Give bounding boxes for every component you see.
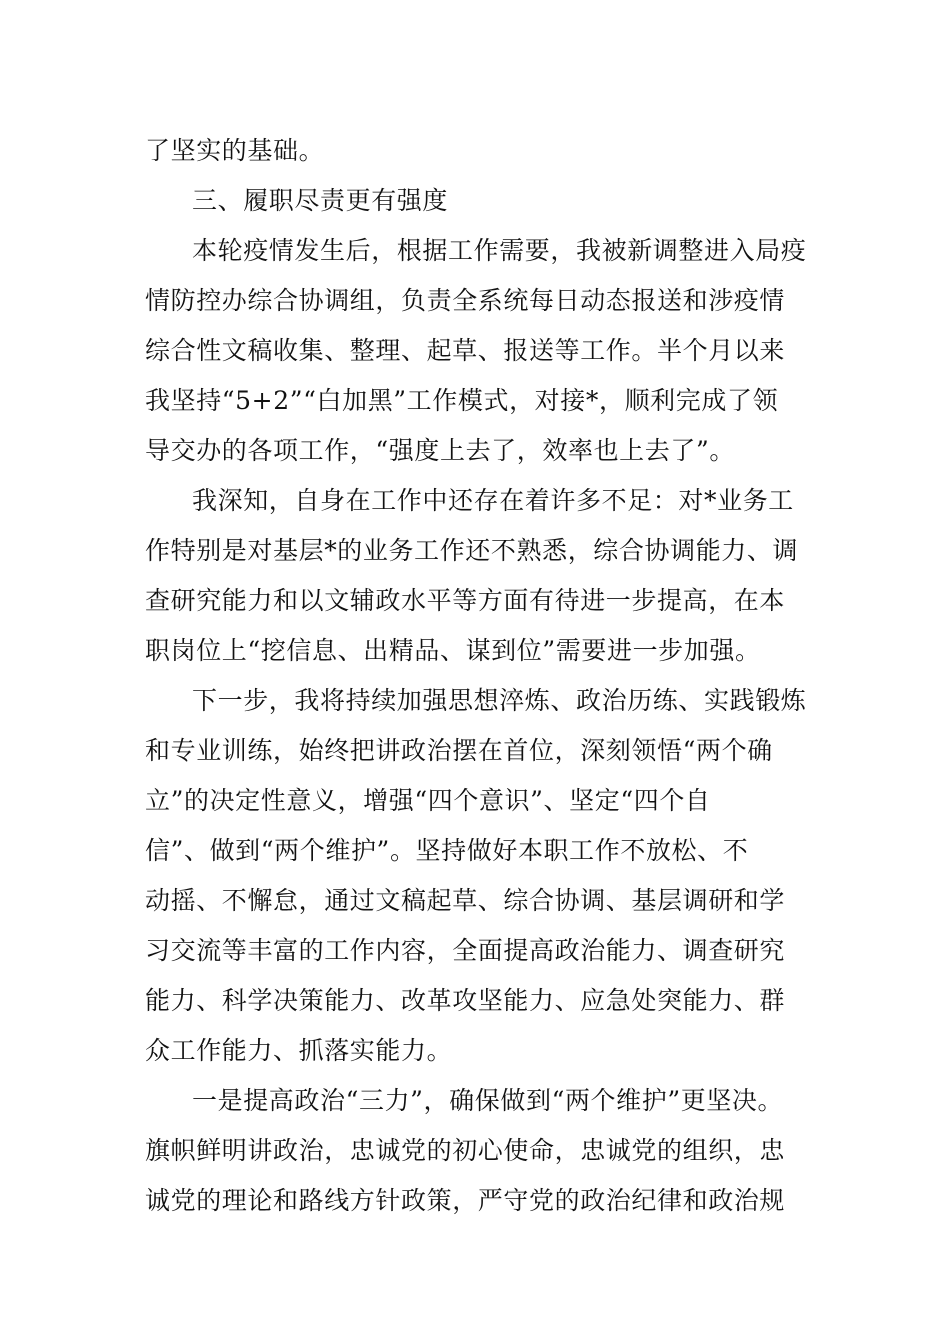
text-line: 我坚持“5+2”“白加黑”工作模式，对接*，顺利完成了领: [145, 386, 779, 415]
text-line: 作特别是对基层*的业务工作还不熟悉，综合协调能力、调: [145, 536, 799, 565]
text-line: 诚党的理论和路线方针政策，严守党的政治纪律和政治规: [145, 1186, 786, 1215]
text-line: 综合性文稿收集、整理、起草、报送等工作。半个月以来: [145, 336, 786, 365]
text-line: 和专业训练，始终把讲政治摆在首位，深刻领悟“两个确: [145, 736, 773, 765]
text-line: 习交流等丰富的工作内容，全面提高政治能力、调查研究: [145, 936, 786, 965]
text-line: 查研究能力和以文辅政水平等方面有待进一步提高，在本: [145, 586, 786, 615]
text-line: 能力、科学决策能力、改革攻坚能力、应急处突能力、群: [145, 986, 786, 1015]
text-line: 信”、做到“两个维护”。坚持做好本职工作不放松、不: [145, 836, 749, 865]
section-heading: 三、履职尽责更有强度: [192, 186, 449, 215]
text-line: 我深知，自身在工作中还存在着许多不足：对*业务工: [192, 486, 794, 515]
text-line: 导交办的各项工作，“强度上去了，效率也上去了”。: [145, 436, 735, 465]
text-line: 下一步，我将持续加强思想淬炼、政治历练、实践锻炼: [192, 686, 807, 715]
text-line: 动摇、不懈怠，通过文稿起草、综合协调、基层调研和学: [145, 886, 786, 915]
text-line: 情防控办综合协调组，负责全系统每日动态报送和涉疫情: [145, 286, 786, 315]
text-line: 一是提高政治“三力”，确保做到“两个维护”更坚决。: [192, 1086, 784, 1115]
text-line: 众工作能力、抓落实能力。: [145, 1036, 453, 1065]
text-line: 本轮疫情发生后，根据工作需要，我被新调整进入局疫: [192, 236, 807, 265]
text-line: 了坚实的基础。: [145, 136, 325, 165]
text-line: 职岗位上“挖信息、出精品、谋到位”需要进一步加强。: [145, 636, 761, 665]
text-line: 立”的决定性意义，增强“四个意识”、坚定“四个自: [145, 786, 711, 815]
text-line: 旗帜鲜明讲政治，忠诚党的初心使命，忠诚党的组织，忠: [145, 1136, 786, 1165]
